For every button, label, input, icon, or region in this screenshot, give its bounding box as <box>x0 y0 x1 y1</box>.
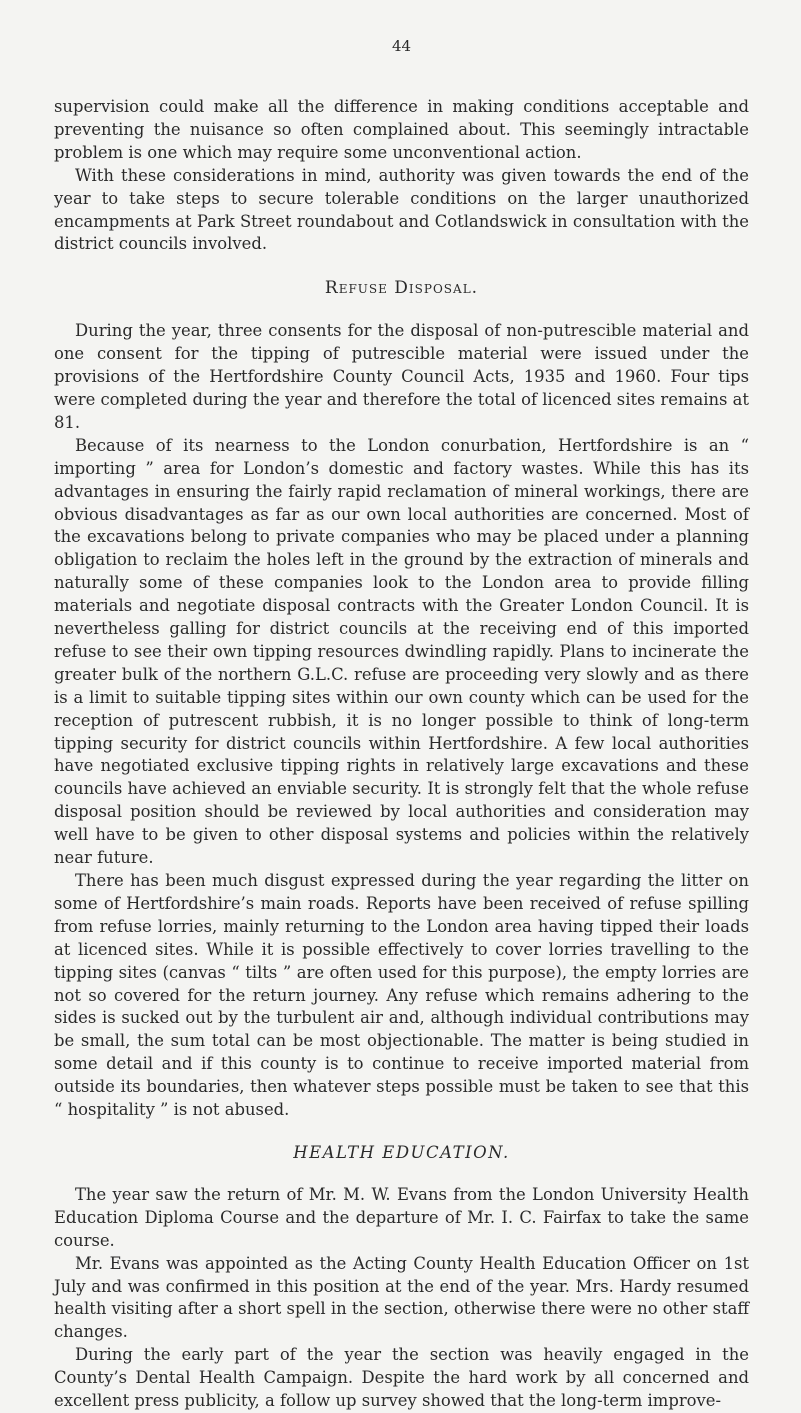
paragraph: During the year, three consents for the disposal of non-putrescible material and one consent for the tipping of putrescible material were issued under the provisions of the Hertfordshire County Council Acts, 1935 and 1960. Four tips were completed during the year and therefore the total of licenced sites remains at 81. <box>54 321 749 432</box>
paragraph: With these considerations in mind, authority was given towards the end of the year to take steps to secure tolerable conditions on the larger unauthorized encampments at Park Street roundabout and Cotlandswick in consultation with the district councils involved. <box>54 165 749 254</box>
paragraph: During the early part of the year the section was heavily engaged in the County’s Dental Health Campaign. Despite the hard work by all concerned and excellent press publicity, a follow up survey showed that the long-term improve- <box>54 1345 749 1411</box>
paragraph: Mr. Evans was appointed as the Acting County Health Education Officer on 1st July and was confirmed in this position at the end of the year. Mrs. Hardy resumed health visiting after a short spell in the section, otherwise there were no other staff changes. <box>54 1253 749 1342</box>
paragraph: There has been much disgust expressed during the year regarding the litter on some of Hertfordshire’s main roads. Reports have been received of refuse spilling from refuse lorries, mainly returning to the London area having tipped their loads at licenced sites. While it is possible effectively to cover lorries travelling to the tipping sites (canvas “ tilts ” are often used for this purpose), the empty lorries are not so covered for the return journey. Any refuse which remains adhering to the sides is sucked out by the turbulent air and, although individual contributions may be small, the sum total can be most objectionable. The matter is being studied in some detail and if this county is to continue to receive imported material from outside its boundaries, then whatever steps possible must be taken to see that this “ hospitality ” is not abused. <box>54 871 749 1120</box>
paragraph: supervision could make all the difference in making conditions acceptable and preventing the nuisance so often complained about. This seemingly intractable problem is one which may require some unconventional action. <box>54 97 749 162</box>
page-number: 44 <box>391 37 412 55</box>
refuse-disposal-section <box>54 277 749 1122</box>
section-heading-health-education: HEALTH EDUCATION. <box>293 1142 510 1162</box>
paragraph: The year saw the return of Mr. M. W. Evans from the London University Health Education Diploma Course and the departure of Mr. I. C. Fairfax to take the same course. <box>54 1184 749 1250</box>
section-heading-refuse-disposal: Refuse Disposal. <box>324 278 479 299</box>
health-education-section <box>54 1142 749 1413</box>
paragraph: Because of its nearness to the London conurbation, Hertfordshire is an “ importing ” area for London’s domestic and factory wastes. While this has its advantages in ensuring the fairly rapid reclamation of mineral workings, there are obvious disadvantages as far as our own local authorities are concerned. Most of the excavations belong to private companies who may be placed under a planning obligation to reclaim the holes left in the ground by the extraction of minerals and naturally some of these companies look to the London area to provide filling materials and negotiate disposal contracts with the Greater London Council. It is nevertheless galling for district councils at the receiving end of this imported refuse to see their own tipping resources dwindling rapidly. Plans to incinerate the greater bulk of the northern G.L.C. refuse are proceeding very slowly and as there is a limit to suitable tipping sites within our own county which can be used for the reception of putrescent rubbish, it is no longer possible to think of long-term tipping security for district councils within Hertfordshire. A few local authorities have negotiated exclusive tipping rights in relatively large excavations and these councils have achieved an enviable security. It is strongly felt that the whole refuse disposal position should be reviewed by local authorities and consideration may well have to be given to other disposal systems and policies within the relatively near future. <box>54 435 749 868</box>
intro-section <box>54 96 749 256</box>
